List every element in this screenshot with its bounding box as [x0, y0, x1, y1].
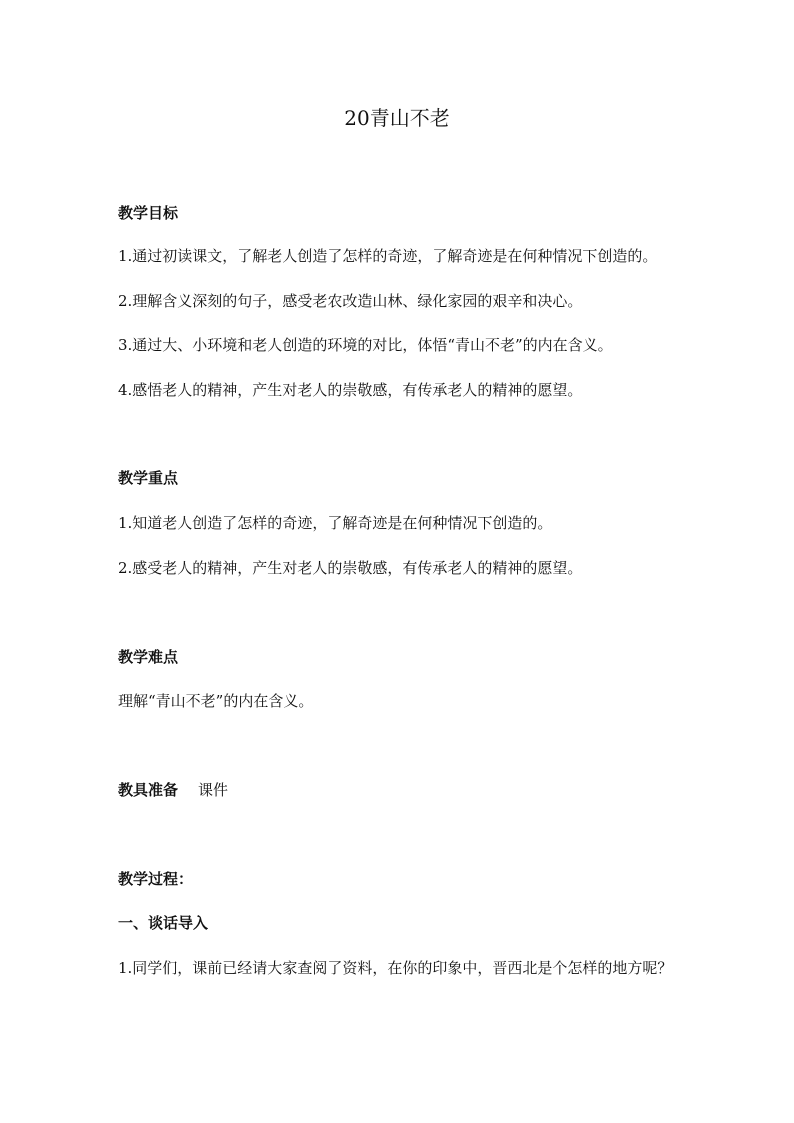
difficulty-text: 理解“青山不老”的内在含义。 — [118, 692, 314, 710]
goal-item-1: 1.通过初读课文，了解老人创造了怎样的奇迹，了解奇迹是在何种情况下创造的。 — [118, 247, 658, 265]
materials-line — [118, 779, 688, 801]
key-point-item-2: 2.感受老人的精神，产生对老人的崇敬感，有传承老人的精神的愿望。 — [118, 559, 583, 577]
key-point-item-1: 1.知道老人创造了怎样的奇迹，了解奇迹是在何种情况下创造的。 — [118, 514, 553, 532]
goal-item-4: 4.感悟老人的精神，产生对老人的崇敬感，有传承老人的精神的愿望。 — [118, 381, 583, 399]
process-step1-heading: 一、谈话导入 — [118, 914, 209, 932]
process-heading: 教学过程： — [118, 870, 194, 888]
materials-value: 课件 — [198, 781, 229, 799]
process-step1-item1: 1.同学们，课前已经请大家查阅了资料，在你的印象中，晋西北是个怎样的地方呢？ — [118, 959, 673, 977]
goal-item-2: 2.理解含义深刻的句子，感受老农改造山林、绿化家园的艰辛和决心。 — [118, 292, 583, 310]
document-title: 20青山不老 — [344, 106, 450, 130]
goal-item-3: 3.通过大、小环境和老人创造的环境的对比，体悟“青山不老”的内在含义。 — [118, 336, 613, 354]
difficulty-heading: 教学难点 — [118, 648, 179, 666]
key-points-heading: 教学重点 — [118, 469, 179, 487]
materials-heading: 教具准备 — [118, 781, 179, 799]
goals-heading: 教学目标 — [118, 204, 179, 222]
